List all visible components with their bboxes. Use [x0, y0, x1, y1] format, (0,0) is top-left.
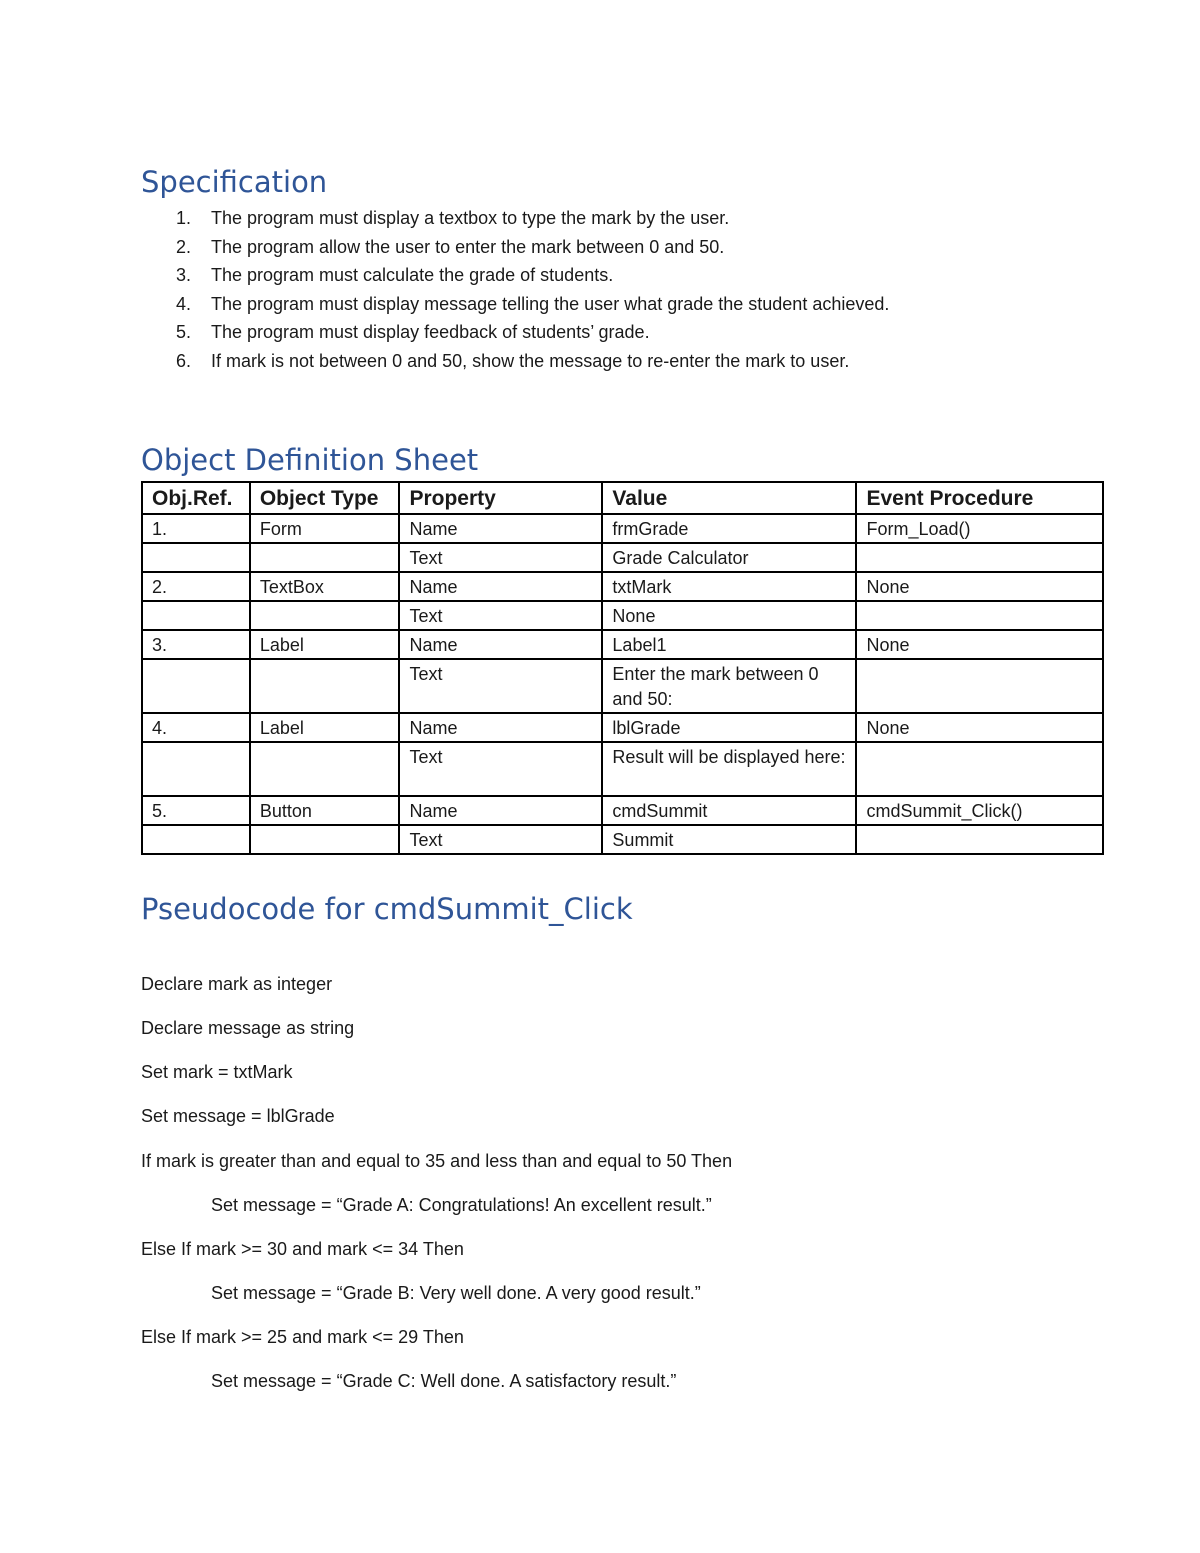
list-item — [141, 233, 889, 262]
table-cell: None — [602, 601, 856, 630]
list-item-text: The program must display a textbox to type the mark by the user. — [211, 208, 730, 228]
table-cell: Text — [399, 601, 602, 630]
table-cell — [250, 742, 400, 796]
list-item-text: The program must calculate the grade of students. — [211, 265, 614, 286]
table-cell: Text — [399, 659, 602, 713]
table-row — [142, 742, 1103, 796]
table-cell — [250, 825, 400, 854]
pseudocode-line: Else If mark >= 30 and mark <= 34 Then — [141, 1239, 464, 1259]
table-row — [142, 572, 1103, 601]
table-cell — [250, 601, 400, 630]
table-cell — [142, 659, 250, 713]
list-item — [141, 261, 889, 290]
column-header-property: Property — [399, 482, 602, 514]
table-cell: Form — [250, 514, 400, 543]
pseudocode-line: If mark is greater than and equal to 35 and less than and equal to 50 Then — [141, 1151, 733, 1171]
pseudocode-line: Set message = “Grade B: Very well done. A very good result.” — [211, 1283, 701, 1303]
list-item-number: 1. — [176, 208, 192, 228]
object-definition-sheet-heading: Object Definition Sheet — [141, 443, 479, 477]
list-item — [141, 290, 889, 319]
table-cell — [142, 825, 250, 854]
table-cell — [250, 543, 400, 572]
list-item-text: The program allow the user to enter the mark between 0 and 50. — [211, 236, 725, 257]
table-cell: 1. — [142, 514, 250, 543]
table-cell: Enter the mark between 0 and 50: — [602, 659, 856, 713]
table-cell: TextBox — [250, 572, 400, 601]
pseudocode-heading: Pseudocode for cmdSummit_Click — [141, 892, 633, 926]
table-cell — [856, 601, 1103, 630]
table-cell: None — [856, 630, 1103, 659]
specification-list — [141, 204, 889, 376]
list-item-number: 6. — [176, 350, 192, 371]
column-header-object-type: Object Type — [250, 482, 400, 514]
table-cell: None — [856, 572, 1103, 601]
table-cell — [142, 543, 250, 572]
list-item-text: The program must display message telling the user what grade the student achieved. — [211, 293, 890, 314]
table-cell: Summit — [602, 825, 856, 854]
table-cell: Label1 — [602, 630, 856, 659]
pseudocode-line: Set mark = txtMark — [141, 1062, 293, 1082]
table-row — [142, 713, 1103, 742]
table-cell — [856, 543, 1103, 572]
table-header-row — [142, 482, 1103, 514]
pseudocode-line: Declare message as string — [141, 1018, 355, 1038]
pseudocode-line: Set message = “Grade A: Congratulations! An excellent result.” — [211, 1195, 712, 1215]
list-item — [141, 204, 889, 233]
table-cell — [856, 825, 1103, 854]
table-cell: 2. — [142, 572, 250, 601]
table-cell: 5. — [142, 796, 250, 825]
table-cell: Text — [399, 543, 602, 572]
table-cell: 4. — [142, 713, 250, 742]
table-cell: Text — [399, 742, 602, 796]
table-cell: Text — [399, 825, 602, 854]
table-cell — [142, 742, 250, 796]
table-row — [142, 514, 1103, 543]
column-header-value: Value — [602, 482, 856, 514]
table-cell: Label — [250, 630, 400, 659]
table-cell: Grade Calculator — [602, 543, 856, 572]
table-cell: Name — [399, 572, 602, 601]
list-item-text: If mark is not between 0 and 50, show the message to re-enter the mark to user. — [211, 350, 850, 371]
table-row — [142, 601, 1103, 630]
table-row — [142, 659, 1103, 713]
column-header-event-procedure: Event Procedure — [856, 482, 1103, 514]
table-cell: None — [856, 713, 1103, 742]
table-cell: cmdSummit_Click() — [856, 796, 1103, 825]
pseudocode-line: Else If mark >= 25 and mark <= 29 Then — [141, 1327, 464, 1347]
list-item-number: 4. — [176, 293, 192, 314]
list-item-number: 2. — [176, 236, 192, 257]
pseudocode-line: Declare mark as integer — [141, 974, 333, 994]
table-cell: Name — [399, 514, 602, 543]
table-cell: Name — [399, 630, 602, 659]
list-item-number: 5. — [176, 322, 192, 343]
table-cell: Name — [399, 713, 602, 742]
table-cell — [856, 659, 1103, 713]
specification-heading: Specification — [141, 165, 328, 199]
list-item-text: The program must display feedback of students’ grade. — [211, 322, 650, 343]
pseudocode-line: Set message = “Grade C: Well done. A satisfactory result.” — [211, 1371, 677, 1391]
pseudocode-line: Set message = lblGrade — [141, 1106, 335, 1126]
table-cell: cmdSummit — [602, 796, 856, 825]
table-cell: Name — [399, 796, 602, 825]
table-row — [142, 543, 1103, 572]
column-header-obj-ref: Obj.Ref. — [142, 482, 250, 514]
object-definition-table — [141, 481, 1104, 855]
table-cell: Label — [250, 713, 400, 742]
table-cell — [856, 742, 1103, 796]
table-cell: 3. — [142, 630, 250, 659]
table-row — [142, 796, 1103, 825]
list-item-number: 3. — [176, 265, 192, 286]
table-cell — [250, 659, 400, 713]
table-cell: txtMark — [602, 572, 856, 601]
table-row — [142, 630, 1103, 659]
list-item — [141, 318, 889, 347]
list-item — [141, 347, 889, 376]
table-cell — [142, 601, 250, 630]
table-row — [142, 825, 1103, 854]
table-cell: Result will be displayed here: — [602, 742, 856, 796]
table-cell: frmGrade — [602, 514, 856, 543]
table-cell: Form_Load() — [856, 514, 1103, 543]
table-cell: lblGrade — [602, 713, 856, 742]
table-cell: Button — [250, 796, 400, 825]
